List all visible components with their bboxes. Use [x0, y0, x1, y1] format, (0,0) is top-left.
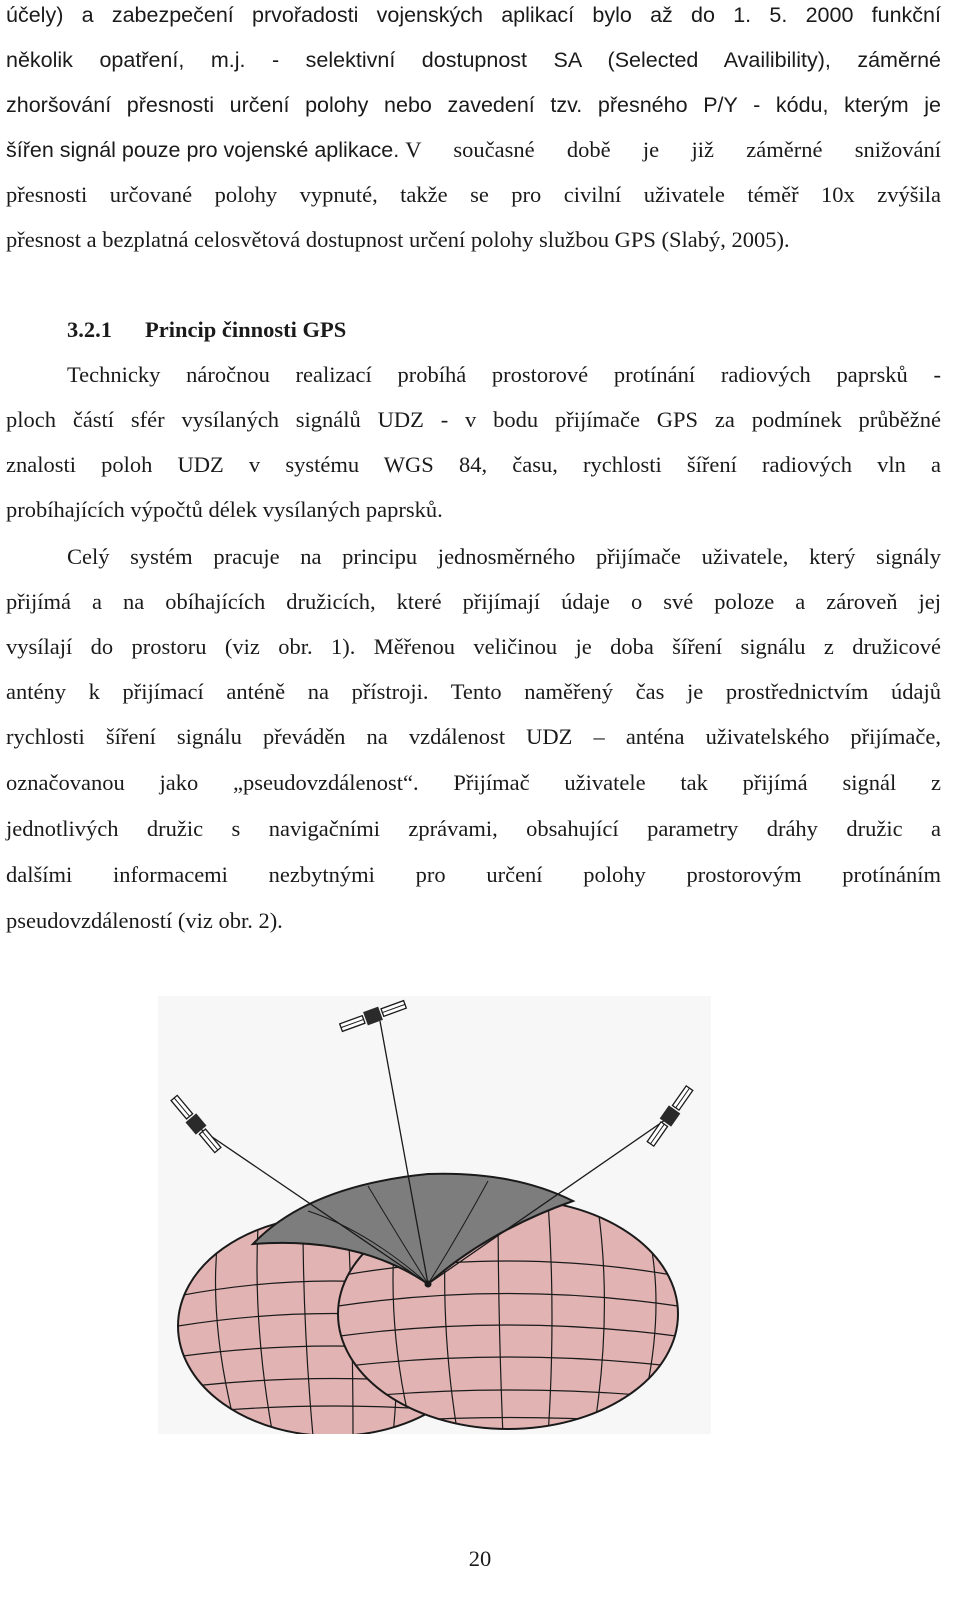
p2-line-1: Celý systém pracuje na principu jednosměrného přijímače uživatele, který signály — [67, 544, 941, 569]
satellite-left-icon — [169, 1093, 223, 1154]
intro-line-4-sans: šířen signál pouze pro vojenské aplikace. — [6, 138, 400, 162]
p2-line-5: rychlosti šíření signálu převáděn na vzdálenost UDZ – anténa uživatelského přijímače, — [6, 724, 941, 749]
gps-spheres-figure — [158, 996, 711, 1434]
intro-line-5: přesnosti určované polohy vypnuté, takže se pro civilní uživatele téměř 10x zvýšila — [6, 182, 941, 207]
satellite-right-icon — [645, 1084, 695, 1148]
p1-line-3: znalosti poloh UDZ v systému WGS 84, času, rychlosti šíření radiových vln a — [6, 452, 941, 477]
intro-line-2: několik opatření, m.j. - selektivní dostupnost SA (Selected Availibility), záměrné — [6, 48, 941, 72]
p1-line-2: ploch částí sfér vysílaných signálů UDZ - v bodu přijímače GPS za podmínek průběžné — [6, 407, 941, 432]
intro-line-4-serif: V současné době je již záměrné snižování — [405, 137, 941, 162]
p2-line-4: antény k přijímací anténě na přístroji. Tento naměřený čas je prostřednictvím údajů — [6, 679, 941, 704]
figure-drawing — [158, 996, 711, 1434]
p2-line-6: označovanou jako „pseudovzdálenost“. Přijímač uživatele tak přijímá signál z — [6, 770, 941, 795]
satellite-top-icon — [339, 998, 408, 1034]
section-heading — [67, 315, 346, 345]
p1-line-4: probíhajících výpočtů délek vysílaných paprsků. — [6, 497, 443, 522]
p2-line-9: pseudovzdáleností (viz obr. 2). — [6, 908, 283, 933]
p1-line-1: Technicky náročnou realizací probíhá prostorové protínání radiových paprsků - — [67, 362, 941, 387]
section-title: Princip činnosti GPS — [145, 317, 347, 342]
p2-line-8: dalšími informacemi nezbytnými pro určení polohy prostorovým protínáním — [6, 862, 941, 887]
p2-line-7: jednotlivých družic s navigačními zprávami, obsahující parametry dráhy družic a — [6, 816, 941, 841]
intro-line-4 — [6, 135, 941, 165]
intro-line-6: přesnost a bezplatná celosvětová dostupnost určení polohy službou GPS (Slabý, 2005). — [6, 227, 790, 252]
intro-line-1: účely) a zabezpečení prvořadosti vojenských aplikací bylo až do 1. 5. 2000 funkční — [6, 3, 941, 27]
p2-line-3: vysílají do prostoru (viz obr. 1). Měřenou veličinou je doba šíření signálu z družicové — [6, 634, 941, 659]
section-number: 3.2.1 — [67, 317, 112, 342]
p2-line-2: přijímá a na obíhajících družicích, které přijímají údaje o své poloze a zároveň jej — [6, 589, 941, 614]
intro-line-3: zhoršování přesnosti určení polohy nebo zavedení tzv. přesného P/Y - kódu, kterým je — [6, 93, 941, 117]
page-number: 20 — [468, 1546, 492, 1571]
